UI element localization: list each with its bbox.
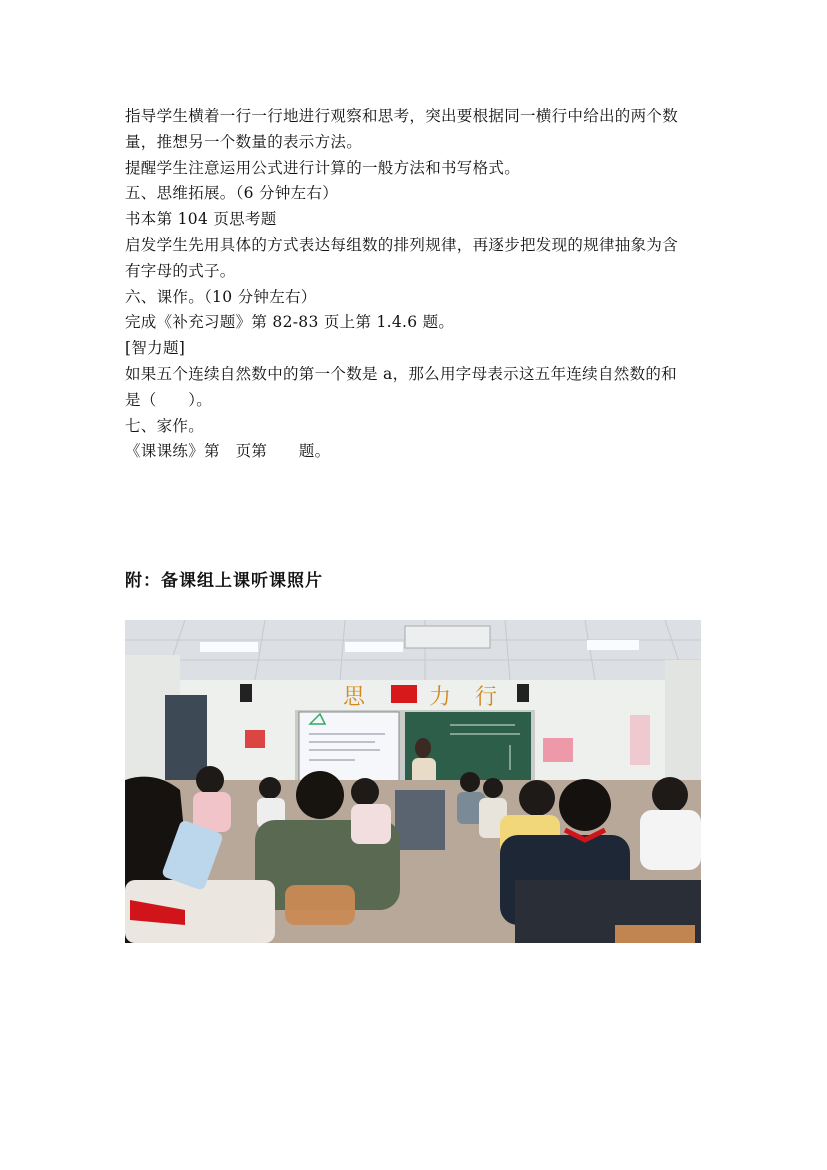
section-heading-6: 六、课作。（10 分钟左右） [125,287,317,306]
puzzle-label: [智力题] [125,339,186,358]
photo-section-heading: 附：备课组上课听课照片 [125,571,323,591]
text-line: 完成《补充习题》第 82-83 页上第 1.4.6 题。 [125,313,455,332]
lesson-plan-text [125,104,705,465]
banner-char: 思 [343,685,366,710]
text-line: 启发学生先用具体的方式表达每组数的排列规律，再逐步把发现的规律抽象为含 [125,235,679,254]
text-line: 如果五个连续自然数中的第一个数是 a，那么用字母表示这五年连续自然数的和 [125,364,677,383]
section-heading-5: 五、思维拓展。（6 分钟左右） [125,184,339,203]
section-heading-7: 七、家作。 [125,416,205,435]
classroom-banner [315,682,515,710]
classroom-photo [125,620,701,943]
text-line: 提醒学生注意运用公式进行计算的一般方法和书写格式。 [125,158,521,177]
text-line: 指导学生横着一行一行地进行观察和思考，突出要根据同一横行中给出的两个数 [125,107,679,125]
text-line: 量，推想另一个数量的表示方法。 [125,132,363,151]
text-line: 《课课练》第 页第 题。 [125,442,331,461]
text-line: 是（ ）。 [125,390,213,409]
banner-char: 行 [475,685,498,710]
banner-char: 力 [429,685,452,710]
text-line: 有字母的式子。 [125,261,236,280]
text-line: 书本第 104 页思考题 [125,210,277,229]
